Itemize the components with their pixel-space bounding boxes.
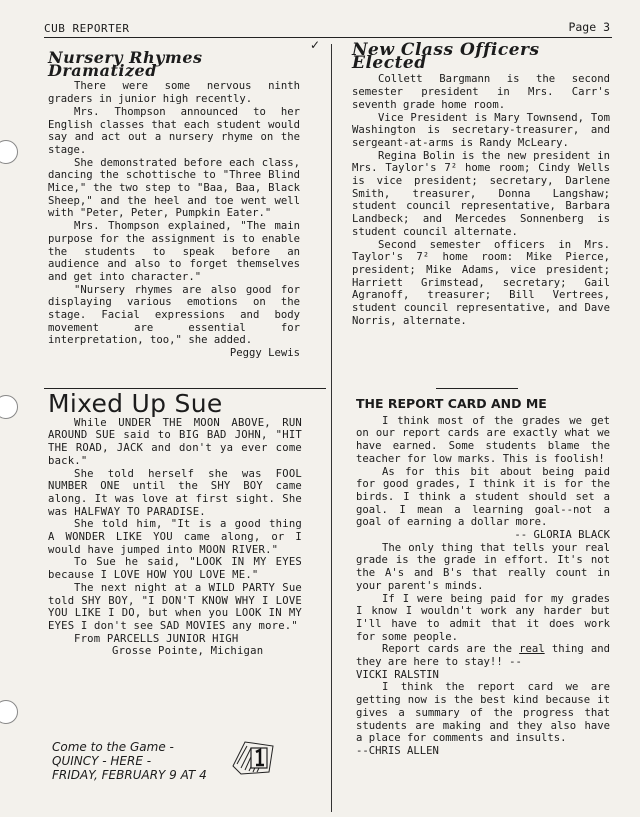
report-card-article [356,398,610,758]
report-p5-start: Report cards are the [382,643,520,656]
report-paragraph: The only thing that tells your real grade is the grade in effort. It's not the A's and B's that really count in your parent's minds. [356,541,610,592]
mixed-up-sue-article [48,389,302,658]
report-paragraph [356,643,610,668]
binder-hole-top [0,140,18,164]
nursery-headline: Nursery Rhymes Dramatized [48,48,203,80]
game-notice [52,740,322,800]
report-paragraph: As for this bit about being paid for good grades, I think it is for the birds. I think a student should set a goal. I mean a learning goal--not a goal of earning a dollar more. [356,465,610,529]
report-author-chris: --CHRIS ALLEN [356,744,439,757]
officers-paragraph: Second semester officers in Mrs. Taylor's 7² home room: Mike Pierce, president; Mike Adams, vice president; Harriett Grimstead, secretary; Gail Agranoff, treasurer; Bill Vertrees, student council representative, and Dave Norris, alternate. [352,238,610,327]
report-paragraph: I think the report card we are getting now is the best kind because it gives a summary of the progress that students are making and they also have a place for comments and insults. [356,681,610,745]
check-mark-icon: ✓ [310,38,321,52]
binder-hole-bottom [0,700,18,724]
officers-paragraph: Vice President is Mary Townsend, Tom Washington is secretary-treasurer, and sergeant-at-arms is Randy McLeary. [352,111,610,149]
column-divider [331,44,332,812]
nursery-author: Peggy Lewis [229,347,300,360]
sue-paragraph: She told herself she was FOOL NUMBER ONE until the SHY BOY came along. It was love at first sight. She was HALFWAY TO PARADISE. [48,467,302,518]
report-p5-emphasis: real [519,643,545,656]
officers-paragraph: Collett Bargmann is the second semester president in Mrs. Carr's seventh grade home room. [352,73,610,111]
page-number: Page 3 [568,20,610,34]
publication-name: CUB REPORTER [44,22,130,35]
binder-hole-middle [0,395,18,419]
sue-paragraph: She told him, "It is a good thing A WONDER LIKE YOU came along, or I would have jumped into MOON RIVER." [48,518,302,556]
nursery-paragraph: Mrs. Thompson announced to her English classes that each student would say and act out a nursery rhyme on the stage. [48,105,300,156]
sue-paragraph: While UNDER THE MOON ABOVE, RUN AROUND SUE said to BIG BAD JOHN, "HIT THE ROAD, JACK and don't ya ever come back." [48,416,302,467]
game-line-2: QUINCY - HERE - [52,754,152,768]
sue-paragraph: To Sue he said, "LOOK IN MY EYES because I LOVE HOW YOU LOVE ME." [48,556,302,582]
game-line-3: FRIDAY, FEBRUARY 9 AT 4 [52,768,207,782]
nursery-paragraph: There were some nervous ninth graders in junior high recently. [48,80,300,106]
sue-paragraph: The next night at a WILD PARTY Sue told SHY BOY, "I DON'T KNOW WHY I LOVE YOU LIKE I DO, but when you LOOK IN MY EYES I don't see SAD MOVIES any more." [48,581,302,632]
right-column-rule [436,388,518,389]
nursery-paragraph: Mrs. Thompson explained, "The main purpose for the assignment is to enable the students to speak before an audience and also to forget themselves and get into character." [48,220,300,283]
masthead-rule [44,37,612,38]
game-ticket-icon [229,736,277,776]
report-paragraph: If I were being paid for my grades I know I wouldn't work any harder but I'll have to admit that it does work for some people. [356,592,610,643]
mixed-up-sue-headline: Mixed Up Sue [48,389,223,418]
nursery-paragraph: "Nursery rhymes are also good for displaying various emotions on the stage. Facial expressions and body movement are essential for interpretation, too," she added. [48,283,300,347]
report-p5-end: thing and they are here to stay!! -- [356,643,611,669]
masthead [44,18,610,36]
report-paragraph: I think most of the grades we get on our report cards are exactly what we have earned. Some students blame the teacher for low marks. This is foolish! [356,414,610,465]
report-author-gloria: -- GLORIA BLACK [514,529,610,542]
officers-paragraph: Regina Bolin is the new president in Mrs. Taylor's 7² home room; Cindy Wells is vice president; secretary, Darlene Smith, treasurer, Donna Langshaw; student council representative, Barbara Landbeck; and Mercedes Sonnenberg is student council alternate. [352,149,610,238]
sue-source-city: Grosse Pointe, Michigan [112,645,264,658]
game-line-1: Come to the Game - [52,740,174,754]
officers-headline: New Class Officers Elected [352,40,540,73]
nursery-article [48,48,300,360]
nursery-paragraph: She demonstrated before each class, dancing the schottische to "Three Blind Mice," the two step to "Baa, Baa, Black Sheep," and the heel and toe went well with "Peter, Peter, Pumpkin Eater." [48,156,300,220]
officers-article [352,40,610,327]
sue-source-school: From PARCELLS JUNIOR HIGH [74,632,239,645]
report-author-vicki: VICKI RALSTIN [356,668,439,681]
report-card-headline: THE REPORT CARD AND ME [356,396,547,411]
